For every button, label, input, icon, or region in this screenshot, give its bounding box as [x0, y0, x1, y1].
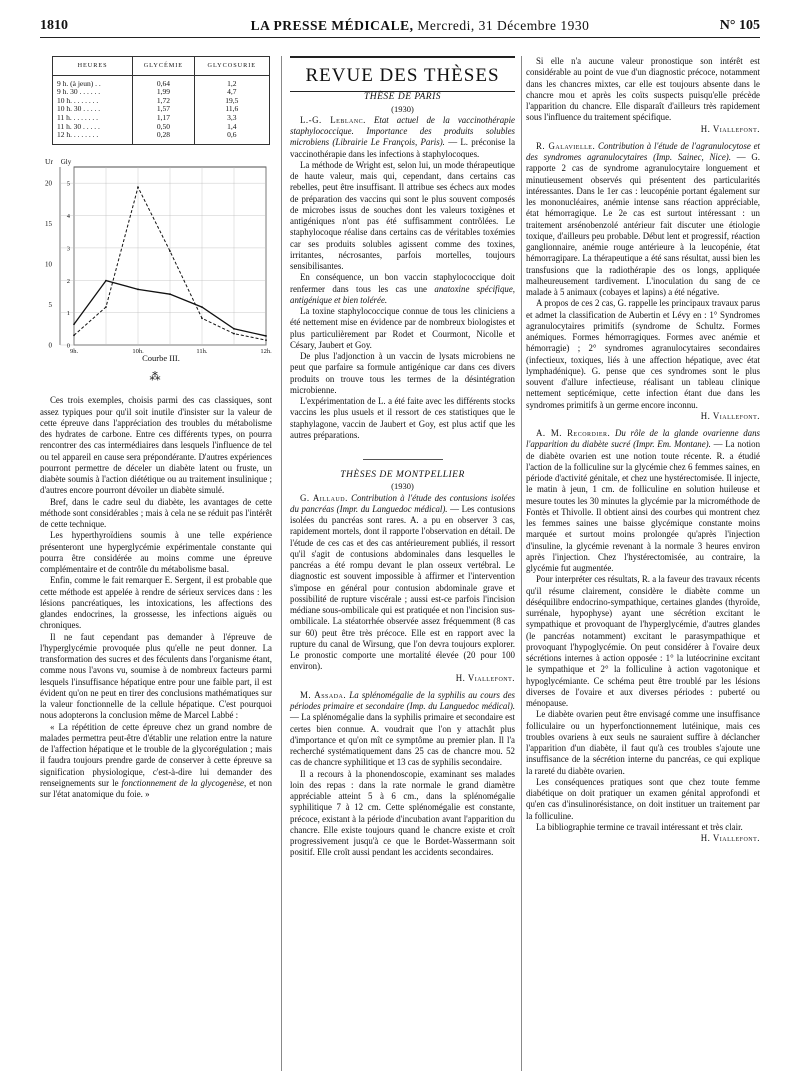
- paragraph: De plus l'adjonction à un vaccin de lysats microbiens ne peut que parfaire sa formule antigénique car dans ces divers produits on trouve tous les termes de la désintégration microbienne.: [290, 351, 515, 395]
- gly-tick-label: 3: [66, 245, 70, 253]
- column-1: [40, 56, 272, 800]
- table-header-row: [53, 57, 270, 76]
- author: R. Galavielle.: [536, 140, 596, 151]
- cell: 4,7: [194, 88, 269, 97]
- cell: 1,4: [194, 123, 269, 132]
- thesis-entry-galavielle: [526, 141, 760, 299]
- glycemie-point: [233, 328, 235, 330]
- column-3: [526, 56, 760, 850]
- page-header: [40, 17, 760, 38]
- x-tick-label: 12h.: [260, 347, 272, 353]
- column-2: [290, 56, 515, 859]
- cell: 0,50: [133, 123, 194, 132]
- chart-caption: Courbe III.: [142, 352, 180, 363]
- author: M. Assada.: [300, 689, 347, 700]
- ur-tick-label: 0: [48, 341, 52, 350]
- glycosurie-point: [137, 186, 139, 188]
- col-header-glycemie: GLYCÉMIE: [133, 57, 194, 76]
- gly-tick-label: 0: [66, 342, 70, 350]
- entry-text: — La notion de diabète ovarien est une notion toute récente. R. a étudié l'action de la folliculine sur la glycémie chez 6 femmes saines, en période d'activité génitale, et chez une hystérectomisée. Il injecte, le matin à jeun, 1 cm. de folliculine en solution huileuse et mesure toutes les 30 minutes la glycémie par la microméthode de Fontès et Thivolle. Il obtient ainsi des courbes qui montrent chez les femmes saines une baisse glycémique constante moins marquée et surtout moins prolongée qu'après l'injection d'insuline, la glycémie revenant à la normale 3 heures environ après l'injection. Chez l'hystérectomisée, au contraire, la glycémie fut augmentée.: [526, 439, 761, 573]
- cell: 9 h. 30 . . . . . .: [53, 88, 133, 97]
- gly-axis-label: Gly: [60, 157, 72, 166]
- glycosurie-point: [73, 334, 75, 336]
- x-tick-label: 9h.: [69, 347, 79, 353]
- glycosurie-point: [233, 333, 235, 335]
- ur-tick-label: 15: [45, 219, 52, 228]
- cell: 3,3: [194, 114, 269, 123]
- paragraph: Le diabète ovarien peut être envisagé comme une insuffisance folliculaire ou un hyperfonctionnement lutéinique, mais ces troubles ovariens à eux seuls ne sauraient suffire à déclancher l'apparition d'un diabète, il faut qu'à ces troubles s'ajoute une insuffisance de la sécrétion interne du pancréas, ce qui explique la rareté du diabète ovarien.: [526, 709, 760, 776]
- author: A. M. Recordier.: [536, 428, 611, 438]
- cell: 9 h. (à jeun) . .: [53, 75, 133, 88]
- section-title-montpellier: THÈSES DE MONTPELLIER: [340, 470, 465, 480]
- glycemie-point: [137, 288, 139, 290]
- section-year-paris: (1930): [391, 103, 414, 114]
- paragraph: Si elle n'a aucune valeur pronostique son intérêt est considérable au point de vue d'un diagnostic précoce, notamment dans les chancres mixtes, car elle est toujours absente dans le chancre mou et après les coïts suspects puisqu'elle précède l'apparition du chancre. Elle disparaît d'ailleurs très rapidement sous l'influence du traitement spécifique.: [526, 56, 760, 123]
- thesis-entry-aillaud: [290, 493, 515, 673]
- signature: H. Viallefont.: [455, 672, 515, 683]
- cell: 12 h. . . . . . . .: [53, 131, 133, 144]
- gly-tick-label: 5: [66, 180, 70, 188]
- page-number: 1810: [40, 18, 68, 33]
- thesis-entry-recordier: [526, 428, 760, 574]
- thesis-title: Contribution à l'étude de l'agranulocytose et des syndromes agranulocytaires: [526, 140, 761, 162]
- glycemie-point: [265, 335, 267, 337]
- section-title-paris: THÈSE DE PARIS: [363, 92, 441, 103]
- column-rule-1: [281, 56, 282, 1071]
- publisher: (Imp. Sainec, Nice).: [653, 152, 731, 162]
- entry-italic: anatoxine spécifique, antigénique et bien tolérée.: [290, 283, 515, 305]
- glycemia-table: [52, 56, 270, 145]
- quote-italic: fonctionnement de la glycogenèse: [121, 777, 244, 788]
- paragraph: La bibliographie termine ce travail intéressant et très clair.: [536, 821, 743, 832]
- quote: [40, 722, 272, 801]
- journal-name: LA PRESSE MÉDICALE,: [250, 18, 414, 33]
- paragraph: Ces trois exemples, choisis parmi des cas classiques, sont assez typiques pour qu'il soit inutile d'insister sur la valeur de cette épreuve dans l'appréciation des troubles du métabolisme des hydrates de carbone. Entre ces différents types, on pourra rencontrer des cas intermédiaires dans lesquels l'influence de tel ou tel appareil en cause sera prépondérante. D'autres expériences pourront permettre de déceler un diabète latent ou fruste, un diabète soumis à l'action diététique ou au traitement insulinique ; d'autres encore pourront dévoiler un diabète simulé.: [40, 395, 272, 496]
- thesis-title: Etat actuel de la vaccinothérapie staphylococcique. Importance des produits solubles microbiens: [290, 114, 515, 148]
- ur-tick-label: 5: [48, 300, 52, 309]
- cell: 0,6: [194, 131, 269, 144]
- cell: 19,5: [194, 97, 269, 106]
- glycosurie-point: [201, 317, 203, 319]
- entry-text: — La splénomégalie dans la syphilis primaire et secondaire est certes bien connue. A. voudrait que l'on y attachât plus d'importance et qu'on mît ce symptôme au premier plan. Il l'a recherché systématiquement dans 25 cas de chancre mou. 52 cas de chancre syphilitique et 13 cas de syphilis secondaire.: [290, 712, 515, 768]
- publisher: (Librairie Le François, Paris).: [332, 137, 445, 148]
- cell: 11,6: [194, 105, 269, 114]
- running-title: [240, 18, 600, 34]
- ur-axis-label: Ur: [45, 156, 53, 166]
- paragraph: La toxine staphylococcique connue de tous les cliniciens a été nettement mise en évidence par de nombreux biologistes et plus particulièrement par Rodet et Courmont, Nicolle et Césary, Jaubert et Goy.: [290, 306, 515, 350]
- paragraph: La méthode de Wright est, selon lui, un mode thérapeutique de haute valeur, mais qui, cependant, dans certains cas rebelles, peut être insuffisant. Il attribue ses échecs aux modes de préparation des vaccins qui sont le plus souvent composés de microbes issus de souches dont les valeurs toxigènes et antigéniques n'ont pas été suffisamment contrôlées. Le staphylocoque réalise dans certains cas de véritables toxémies car ses produits solubles agissent comme des toxines, irritantes, nécrosantes, parfois mortelles, toujours sensibilisantes.: [290, 159, 515, 271]
- author: G. Aillaud.: [300, 492, 348, 503]
- quote-text: « La répétition de cette épreuve chez un grand nombre de malades permettra peut-être d'établir une relation entre la nature de l'affection hépatique et le trouble de la glycorégulation ; mais il faudra toujours prendre garde de conserver à cette épreuve sa signification physiologique, c'est-à-dire lui demander des renseignements sur le: [40, 721, 272, 788]
- table-row: [53, 131, 270, 144]
- col-header-heures: HEURES: [53, 57, 133, 76]
- cell: 1,17: [133, 114, 194, 123]
- entry-text: En conséquence, un bon vaccin staphylococcique doit renfermer dans tous les cas une: [290, 272, 515, 294]
- paragraph: [290, 272, 515, 306]
- cell: 1,57: [133, 105, 194, 114]
- thesis-title: La splénomégalie de la syphilis au cours des périodes primaire et secondaire: [290, 689, 516, 711]
- author: L.-G. Leblanc.: [300, 114, 366, 125]
- paragraph: Pour interpréter ces résultats, R. a la faveur des travaux récents qu'il résume clairement, considère le diabète comme un déséquilibre endocrino-sympathique, certaines glandes (thyroïde, surrénale, hypophyse) ayant une sécrétion excitant le sympathique et provoquant de l'hyperglycémie, d'autres glandes (le pancréas notamment) excitant le parasympathique et provoquant l'hypoglycémie. On peut considérer à l'ovaire deux sécrétions internes à action opposée : 1° la lutéocrinine excitant le sympathique et 2° la folliculine à action vagotonique et hypoglycémiante. Ce schéma peut être troublé par les lésions diverses de l'ovaire et aux diverses périodes : puberté ou ménopause.: [526, 574, 760, 708]
- publisher: (Imp. du Languedoc médical).: [406, 701, 515, 711]
- entry-text: — G. rapporte 2 cas de syndrome agranulocytaire longuement et minutieusement observés qui présentent des particularités intéressantes. Dans le 1er cas : leucopénie portant également sur les mononucléaires, anémie intense sans réaction appréciable, état hémorragique. Le 2e cas est surtout intéressant : un traitement arsénobenzolé antérieur fait discuter une étiologie toxique, d'ailleurs peu probable. Début lent et progressif, réaction ganglionnaire, anémie rouge antérieure à la leucopénie, état hémorragipare. La thérapeutique a été sans résultat, aussi bien les transfusions que la radiothérapie des os longs, appliquée malheureusement tardivement. L'inoculation du sang de ce malade à 5 animaux (cobayes et lapins) a été négative.: [526, 152, 761, 297]
- paragraph: A propos de ces 2 cas, G. rappelle les principaux travaux parus et admet la classification de Aubertin et Lévy en : 1° Syndromes agranulocytaires primitifs (syndrome de Schultz. Formes anémiques. Formes hémorragiques. Formes avec anémie et hémorragie) ; 2° syndromes agranulocytaires secondaires (infectieux, toxiques, liés à une affection hépatique, avec état lymphadénique). G. pense que ces syndromes sont le plus souvent d'allure infectieuse, réalisant un tableau clinique nettement septicémique, cette infection étant due dans les syndromes primitifs à un germe encore inconnu.: [526, 298, 760, 410]
- signature: H. Viallefont.: [700, 833, 760, 843]
- gly-tick-label: 2: [66, 277, 70, 285]
- glycemie-point: [169, 293, 171, 295]
- gly-tick-label: 4: [66, 212, 70, 220]
- glycemie-point: [201, 306, 203, 308]
- entry-text: — L. préconise la vaccinothérapie dans les infections à staphylocoques.: [290, 137, 516, 159]
- thesis-title: Du rôle de la glande ovarienne dans l'apparition du diabète sucré: [526, 428, 760, 450]
- issue-date: Mercredi, 31 Décembre 1930: [417, 18, 590, 33]
- publisher: (Impr. du Languedoc médical).: [336, 503, 448, 514]
- publisher: (Impr. Em. Montane).: [633, 439, 711, 450]
- column-rule-2: [521, 56, 522, 1071]
- thesis-entry-assada: [290, 690, 515, 769]
- col-header-glycosurie: GLYCOSURIE: [194, 57, 269, 76]
- cell: 1,2: [194, 75, 269, 88]
- revue-title: REVUE DES THÈSES: [305, 65, 500, 86]
- cell: 11 h. 30 . . . . .: [53, 123, 133, 132]
- top-bar: [290, 56, 515, 58]
- issue-number: N° 105: [719, 18, 760, 33]
- paragraph: Bref, dans le cadre seul du diabète, les avantages de cette méthode sont considérables ; mais à cela ne se réduit pas l'intérêt de cette technique.: [40, 496, 272, 529]
- paragraph: Les hyperthyroïdiens soumis à une telle expérience présenteront une hyperglycémie expérimentale constante qui pourra être considérée au moins comme une épreuve complémentaire et de contrôle du métabolisme basal.: [40, 530, 272, 574]
- paragraph: Les conséquences pratiques sont que chez toute femme diabétique on doit pratiquer un examen génital approfondi et qu'en cas d'insulinorésistance, on doit instituer un traitement par la folliculine.: [526, 776, 760, 821]
- section-stars: ⁂: [149, 371, 163, 383]
- cell: 11 h. . . . . . . .: [53, 114, 133, 123]
- paragraph: Enfin, comme le fait remarquer E. Sergent, il est probable que cette méthode est appelée à rendre de sérieux services dans : les lésions pancréatiques, les intoxications, les affections des glandes endocrines, la grossesse, les infections aiguës ou chroniques.: [40, 575, 272, 631]
- cell: 0,28: [133, 131, 194, 144]
- glycemie-point: [105, 279, 107, 281]
- x-tick-label: 11h.: [196, 347, 208, 353]
- cell: 10 h. 30 . . . . .: [53, 105, 133, 114]
- glycosurie-point: [265, 339, 267, 341]
- ur-tick-label: 10: [45, 260, 52, 269]
- paragraph: Il ne faut cependant pas demander à l'épreuve de l'hyperglycémie provoquée plus qu'elle ne peut donner. La transformation des sucres et des féculents dans l'organisme étant, comme nous l'avons vu, soumise à de nombreux facteurs parmi lesquels l'insuffisance hépatique entre pour une faible part, il est évident qu'on ne peut en tirer des conclusions mathématiques sur la valeur fonctionnelle de la cellule hépatique. C'est pourquoi nous adopterons la conclusion même de Marcel Labbé :: [40, 631, 272, 721]
- cell: 1,99: [133, 88, 194, 97]
- x-tick-label: 10h.: [132, 347, 144, 353]
- cell: 1,72: [133, 97, 194, 106]
- cell: 0,64: [133, 75, 194, 88]
- thesis-entry-leblanc: [290, 115, 515, 160]
- cell: 10 h. . . . . . . .: [53, 97, 133, 106]
- signature: H. Viallefont.: [700, 410, 760, 421]
- quote-end: , et non sur l'état anatomique du foie. »: [40, 777, 272, 799]
- glycosurie-point: [105, 306, 107, 308]
- paragraph: Il a recours à la phonendoscopie, examinant ses malades loin des repas : dans la rate normale le grand diamètre appréciable atteint 5 à 6 cm., dans la splénomégalie syphilitique 7 à 12 cm. Cette splénomégalie est constante, précoce, existant à la période d'incubation avant l'apparition du chancre. Elle existe toujours quand le chancre existe et croît progressivement jusqu'à ce que le Bordet-Wassermann soit positif. Elle croît aussi pendant les accidents secondaires.: [290, 768, 515, 858]
- glycosurie-point: [169, 250, 171, 252]
- courbe-iii-chart: [40, 153, 272, 353]
- entry-text: — Les contusions isolées du pancréas sont rares. A. a pu en observer 3 cas, rapidement mortels, dont il rapporte l'observation en détail. De l'étude de ces cas et des cas antérieurement publiés, il ressort qu'il s'agit de contusions abdominales dans lesquelles le pancréas a été rompu devant le plan osseux vertébral. Le diagnostic est souvent impossible à affirmer et l'intervention s'impose en général pour contusion abdominale grave et possibilité de rupture viscérale ; aussi est-ce parfois l'incision médiane sous-ombilicale qui est pratiquée et non l'incision sus-ombilicale. La stéatorrhée observée assez fréquemment (8 cas sur 60) peut être très précoce. Elle est en rapport avec la rupture du canal de Wirsung, que l'on devra toujours explorer. Le pronostic comporte une mortalité élevée (20 pour 100 environ).: [290, 503, 516, 672]
- signature: H. Viallefont.: [700, 123, 760, 134]
- thesis-title: Contribution à l'étude des contusions isolées du pancréas: [290, 492, 516, 514]
- ur-tick-label: 20: [45, 179, 52, 188]
- glycemie-point: [73, 323, 75, 325]
- separator: [363, 459, 443, 460]
- paragraph: L'expérimentation de L. a été faite avec les différents stocks vaccins les plus usuels et il ressort de ces statistiques que le staphylagone, vaccin de Jaubert et Goy, est plus actif que les autres préparations.: [290, 396, 515, 440]
- gly-tick-label: 1: [66, 309, 70, 317]
- section-year-montpellier: (1930): [391, 481, 414, 492]
